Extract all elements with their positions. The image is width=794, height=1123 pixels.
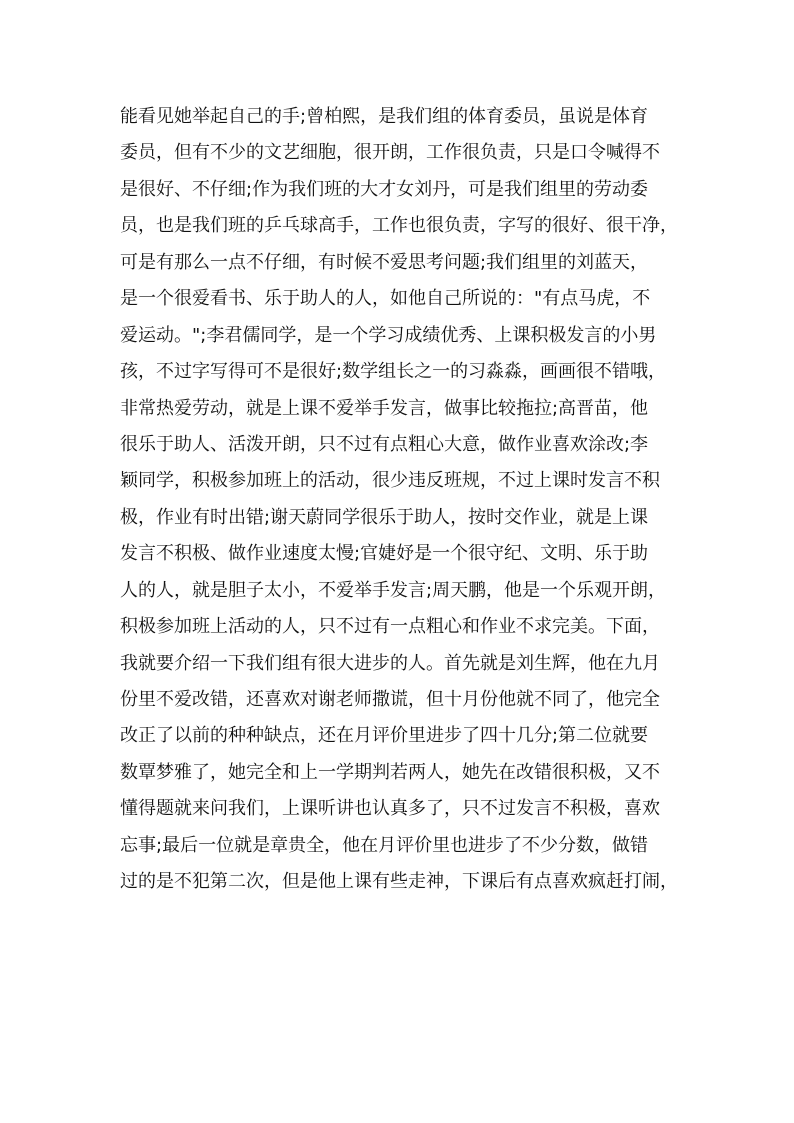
text-line: 极，作业有时出错;谢天蔚同学很乐于助人，按时交作业，就是上课	[120, 506, 649, 528]
text-line: 是一个很爱看书、乐于助人的人，如他自己所说的："有点马虎，不	[120, 288, 651, 310]
body-paragraph	[120, 99, 680, 901]
text-line: 是很好、不仔细;作为我们班的大才女刘丹，可是我们组里的劳动委	[120, 178, 649, 200]
text-line: 颖同学，积极参加班上的活动，很少违反班规，不过上课时发言不积	[120, 470, 660, 492]
text-line: 委员，但有不少的文艺细胞，很开朗，工作很负责，只是口令喊得不	[120, 142, 660, 164]
text-line: 份里不爱改错，还喜欢对谢老师撒谎，但十月份他就不同了，他完全	[120, 689, 660, 710]
text-line: 改正了以前的种种缺点，还在月评价里进步了四十几分;第二位就要	[120, 725, 649, 747]
text-line: 懂得题就来问我们，上课听讲也认真多了，只不过发言不积极，喜欢	[120, 798, 660, 820]
text-line: 发言不积极、做作业速度太慢;官婕妤是一个很守纪、文明、乐于助	[120, 543, 649, 565]
text-line: 员，也是我们班的乒乓球高手，工作也很负责，字写的很好、很干净，	[120, 215, 678, 237]
text-line: 孩，不过字写得可不是很好;数学组长之一的习淼淼，画画很不错哦，	[120, 361, 667, 383]
text-line: 人的人，就是胆子太小，不爱举手发言;周天鹏，他是一个乐观开朗，	[120, 579, 667, 601]
text-line: 很乐于助人、活泼开朗，只不过有点粗心大意，做作业喜欢涂改;李	[120, 433, 649, 455]
text-line: 能看见她举起自己的手;曾柏熙，是我们组的体育委员，虽说是体育	[120, 106, 649, 127]
text-line: 过的是不犯第二次，但是他上课有些走神，下课后有点喜欢疯赶打闹，	[120, 871, 678, 893]
text-line: 可是有那么一点不仔细，有时候不爱思考问题;我们组里的刘蓝天，	[120, 251, 649, 273]
text-line: 非常热爱劳动，就是上课不爱举手发言，做事比较拖拉;高晋苗，他	[120, 397, 649, 419]
text-line: 我就要介绍一下我们组有很大进步的人。首先就是刘生辉，他在九月	[120, 652, 660, 674]
text-line: 积极参加班上活动的人，只不过有一点粗心和作业不求完美。下面，	[120, 616, 660, 638]
text-line: 忘事;最后一位就是章贵全，他在月评价里也进步了不少分数，做错	[120, 834, 649, 856]
text-line: 爱运动。";李君儒同学，是一个学习成绩优秀、上课积极发言的小男	[120, 324, 657, 346]
text-line: 数覃梦雅了，她完全和上一学期判若两人，她先在改错很积极，又不	[120, 761, 660, 783]
